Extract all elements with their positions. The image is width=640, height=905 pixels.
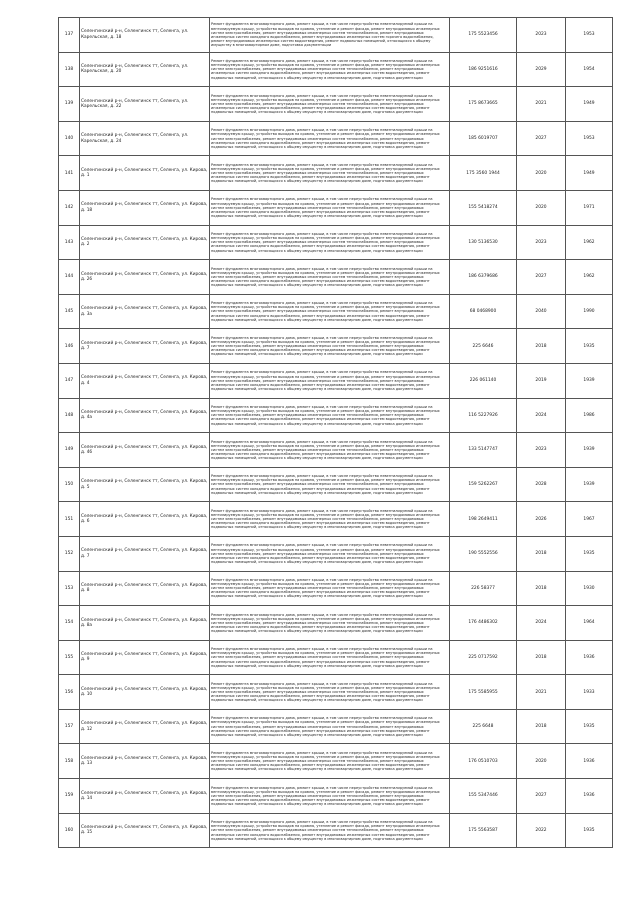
work-types-cell: Ремонт фундамента многоквартирного дома, ремонт крыши, в том числе переустройство невентилируемой крыши на вентилируемую крышу, устройство выходов на кровлю, утепление и ремонт фасада, ремонт внутридомовых инженерных систем электроснабжения, ремонт внутридомовых инженерных систем теплоснабжения, ремонт внутридомовых инженерных систем холодного водоснабжения, ремонт внутридомовых инженерных систем водоотведения, ремонт подвальных помещений, относящихся к общему имуществу в многоквартирном доме, подготовка документации bbox=[210, 571, 450, 606]
build-year-cell: 1949 bbox=[566, 156, 613, 191]
cost-cell: 175 5585955 bbox=[450, 675, 517, 710]
build-year-cell: 1930 bbox=[566, 571, 613, 606]
build-year-cell: 1962 bbox=[566, 225, 613, 260]
table-row bbox=[59, 87, 613, 122]
table-row bbox=[59, 779, 613, 814]
build-year-cell: 1939 bbox=[566, 467, 613, 502]
work-types-cell: Ремонт фундамента многоквартирного дома, ремонт крыши, в том числе переустройство невентилируемой крыши на вентилируемую крышу, устройство выходов на кровлю, утепление и ремонт фасада, ремонт внутридомовых инженерных систем электроснабжения, ремонт внутридомовых инженерных систем теплоснабжения, ремонт внутридомовых инженерных систем холодного водоснабжения, ремонт внутридомовых инженерных систем водоотведения, ремонт подвальных помещений, относящихся к общему имуществу в многоквартирном доме, подготовка документации bbox=[210, 640, 450, 675]
row-number-cell: 150 bbox=[59, 467, 80, 502]
cost-cell: 159 5262267 bbox=[450, 467, 517, 502]
work-types-cell: Ремонт фундамента многоквартирного дома, ремонт крыши, в том числе переустройство невентилируемой крыши на вентилируемую крышу, устройство выходов на кровлю, утепление и ремонт фасада, ремонт внутридомовых инженерных систем электроснабжения, ремонт внутридомовых инженерных систем теплоснабжения, ремонт внутридомовых инженерных систем холодного водоснабжения, ремонт внутридомовых инженерных систем водоотведения, ремонт подвальных помещений, относящихся к общему имуществу в многоквартирном доме, подготовка документации bbox=[210, 225, 450, 260]
cost-cell: 225 6646 bbox=[450, 329, 517, 364]
build-year-cell: 1933 bbox=[566, 675, 613, 710]
table-row bbox=[59, 121, 613, 156]
row-number-cell: 149 bbox=[59, 433, 80, 468]
table-row bbox=[59, 225, 613, 260]
build-year-cell: 1949 bbox=[566, 87, 613, 122]
planned-year-cell: 2040 bbox=[517, 294, 566, 329]
work-types-cell: Ремонт фундамента многоквартирного дома, ремонт крыши, в том числе переустройство невентилируемой крыши на вентилируемую крышу, устройство выходов на кровлю, утепление и ремонт фасада, ремонт внутридомовых инженерных систем электроснабжения, ремонт внутридомовых инженерных систем теплоснабжения, ремонт внутридомовых инженерных систем холодного водоснабжения, ремонт внутридомовых инженерных систем водоотведения, ремонт подвальных помещений, относящихся к общему имуществу в многоквартирном доме, подготовка документации bbox=[210, 87, 450, 122]
row-number-cell: 140 bbox=[59, 121, 80, 156]
planned-year-cell: 2027 bbox=[517, 260, 566, 295]
address-cell: Селенгинский р-н, Селенгинск тт, Селенга, ул. Кирова, д. 14 bbox=[80, 779, 210, 814]
table-body bbox=[59, 18, 613, 848]
work-types-cell: Ремонт фундамента многоквартирного дома, ремонт крыши, в том числе переустройство невентилируемой крыши на вентилируемую крышу, устройство выходов на кровлю, утепление и ремонт фасада, ремонт внутридомовых инженерных систем электроснабжения, ремонт внутридомовых инженерных систем теплоснабжения, ремонт внутридомовых инженерных систем холодного водоснабжения, ремонт внутридомовых инженерных систем водоотведения, ремонт подвальных помещений, относящихся к общему имуществу в многоквартирном доме, подготовка документации bbox=[210, 709, 450, 744]
build-year-cell: 1936 bbox=[566, 640, 613, 675]
planned-year-cell: 2027 bbox=[517, 779, 566, 814]
table-row bbox=[59, 18, 613, 53]
table-row bbox=[59, 190, 613, 225]
build-year-cell: 1936 bbox=[566, 744, 613, 779]
row-number-cell: 146 bbox=[59, 329, 80, 364]
table-row bbox=[59, 433, 613, 468]
table-row bbox=[59, 52, 613, 87]
row-number-cell: 156 bbox=[59, 675, 80, 710]
work-types-cell: Ремонт фундамента многоквартирного дома, ремонт крыши, в том числе переустройство невентилируемой крыши на вентилируемую крышу, устройство выходов на кровлю, утепление и ремонт фасада, ремонт внутридомовых инженерных систем электроснабжения, ремонт внутридомовых инженерных систем теплоснабжения, ремонт внутридомовых инженерных систем холодного водоснабжения, ремонт внутридомовых инженерных систем водоотведения, ремонт подвальных помещений, относящихся к общему имуществу в многоквартирном доме, подготовка документации bbox=[210, 779, 450, 814]
work-types-cell: Ремонт фундамента многоквартирного дома, ремонт крыши, в том числе переустройство невентилируемой крыши на вентилируемую крышу, устройство выходов на кровлю, утепление и ремонт фасада, ремонт внутридомовых инженерных систем электроснабжения, ремонт внутридомовых инженерных систем теплоснабжения, ремонт внутридомовых инженерных систем холодного водоснабжения, ремонт внутридомовых инженерных систем водоотведения, ремонт подвальных помещений, относящихся к общему имуществу в многоквартирном доме, подготовка документации bbox=[210, 606, 450, 641]
work-types-cell: Ремонт фундамента многоквартирного дома, ремонт крыши, в том числе переустройство невентилируемой крыши на вентилируемую крышу, устройство выходов на кровлю, утепление и ремонт фасада, ремонт внутридомовых инженерных систем электроснабжения, ремонт внутридомовых инженерных систем теплоснабжения, ремонт внутридомовых инженерных систем холодного водоснабжения, ремонт внутридомовых инженерных систем водоотведения, ремонт подвальных помещений, относящихся к общему имуществу в многоквартирном доме, подготовка документации bbox=[210, 813, 450, 848]
planned-year-cell: 2020 bbox=[517, 744, 566, 779]
address-cell: Селенгинский р-н, Селенгинск тт, Селенга, ул. Кирова, д. 8а bbox=[80, 606, 210, 641]
table-row bbox=[59, 329, 613, 364]
build-year-cell: 1964 bbox=[566, 606, 613, 641]
planned-year-cell: 2019 bbox=[517, 363, 566, 398]
document-page bbox=[58, 17, 594, 848]
row-number-cell: 148 bbox=[59, 398, 80, 433]
table-row bbox=[59, 156, 613, 191]
build-year-cell: 1962 bbox=[566, 260, 613, 295]
build-year-cell: 1990 bbox=[566, 294, 613, 329]
table-row bbox=[59, 571, 613, 606]
row-number-cell: 143 bbox=[59, 225, 80, 260]
planned-year-cell: 2028 bbox=[517, 467, 566, 502]
table-row bbox=[59, 398, 613, 433]
cost-cell: 226 58377 bbox=[450, 571, 517, 606]
table-row bbox=[59, 709, 613, 744]
planned-year-cell: 2023 bbox=[517, 18, 566, 53]
work-types-cell: Ремонт фундамента многоквартирного дома, ремонт крыши, в том числе переустройство невентилируемой крыши на вентилируемую крышу, устройство выходов на кровлю, утепление и ремонт фасада, ремонт внутридомовых инженерных систем электроснабжения, ремонт внутридомовых инженерных систем теплоснабжения, ремонт внутридомовых инженерных систем холодного водоснабжения, ремонт внутридомовых инженерных систем водоотведения, ремонт подвальных помещений, относящихся к общему имуществу в многоквартирном доме, подготовка документации bbox=[210, 675, 450, 710]
work-types-cell: Ремонт фундамента многоквартирного дома, ремонт крыши, в том числе переустройство невентилируемой крыши на вентилируемую крышу, устройство выходов на кровлю, утепление и ремонт фасада, ремонт внутридомовых инженерных систем электроснабжения, ремонт внутридомовых инженерных систем теплоснабжения, ремонт внутридомовых инженерных систем холодного водоснабжения, ремонт внутридомовых инженерных систем водоотведения, ремонт подвальных помещений, относящихся к общему имуществу в многоквартирном доме, подготовка документации bbox=[210, 260, 450, 295]
work-types-cell: Ремонт фундамента многоквартирного дома, ремонт крыши, в том числе переустройство невентилируемой крыши на вентилируемую крышу, устройство выходов на кровлю, утепление и ремонт фасада, ремонт внутридомовых инженерных систем электроснабжения, ремонт внутридомовых инженерных систем теплоснабжения, ремонт внутридомовых инженерных систем холодного водоснабжения, ремонт внутридомовых инженерных систем водоотведения, ремонт подвальных помещений, относящихся к общему имуществу в многоквартирном доме, подготовка документации bbox=[210, 121, 450, 156]
work-types-cell: Ремонт фундамента многоквартирного дома, ремонт крыши, в том числе переустройство невентилируемой крыши на вентилируемую крышу, устройство выходов на кровлю, утепление и ремонт фасада, ремонт внутридомовых инженерных систем электроснабжения, ремонт внутридомовых инженерных систем теплоснабжения, ремонт внутридомовых инженерных систем холодного водоснабжения, ремонт внутридомовых инженерных систем горячего водоснабжения, ремонт внутридомовых инженерных систем водоотведения, ремонт подвальных помещений, относящихся к общему имуществу в многоквартирном доме, подготовка документации bbox=[210, 18, 450, 53]
build-year-cell: 1939 bbox=[566, 363, 613, 398]
address-cell: Селенгинский р-н, Селенгинск тт, Селенга, ул. Кирова, д. 4а bbox=[80, 398, 210, 433]
cost-cell: 198 2649411 bbox=[450, 502, 517, 537]
build-year-cell: 1939 bbox=[566, 433, 613, 468]
planned-year-cell: 2026 bbox=[517, 502, 566, 537]
build-year-cell: 1967 bbox=[566, 502, 613, 537]
address-cell: Селенгинский р-н, Селенгинск тт, Селенга, ул. Кирова, д. 46 bbox=[80, 433, 210, 468]
address-cell: Селенгинский р-н, Селенгинск тт, Селенга, ул. Карельская, д. 24 bbox=[80, 121, 210, 156]
build-year-cell: 1971 bbox=[566, 190, 613, 225]
work-types-cell: Ремонт фундамента многоквартирного дома, ремонт крыши, в том числе переустройство невентилируемой крыши на вентилируемую крышу, устройство выходов на кровлю, утепление и ремонт фасада, ремонт внутридомовых инженерных систем электроснабжения, ремонт внутридомовых инженерных систем теплоснабжения, ремонт внутридомовых инженерных систем холодного водоснабжения, ремонт внутридомовых инженерных систем водоотведения, ремонт подвальных помещений, относящихся к общему имуществу в многоквартирном доме, подготовка документации bbox=[210, 52, 450, 87]
cost-cell: 175 8673665 bbox=[450, 87, 517, 122]
row-number-cell: 144 bbox=[59, 260, 80, 295]
build-year-cell: 1954 bbox=[566, 52, 613, 87]
planned-year-cell: 2023 bbox=[517, 225, 566, 260]
planned-year-cell: 2024 bbox=[517, 606, 566, 641]
planned-year-cell: 2018 bbox=[517, 640, 566, 675]
repair-program-table bbox=[58, 17, 613, 848]
planned-year-cell: 2023 bbox=[517, 433, 566, 468]
build-year-cell: 1935 bbox=[566, 536, 613, 571]
address-cell: Селенгинский р-н, Селенгинск тт, Селенга, ул. Кирова, д. 13 bbox=[80, 744, 210, 779]
table-row bbox=[59, 467, 613, 502]
address-cell: Селенгинский р-н, Селенгинск тт, Селенга, ул. Карельская, д. 20 bbox=[80, 52, 210, 87]
planned-year-cell: 2029 bbox=[517, 52, 566, 87]
cost-cell: 68 0468900 bbox=[450, 294, 517, 329]
row-number-cell: 157 bbox=[59, 709, 80, 744]
address-cell: Селенгинский р-н, Селенгинск тт, Селенга, ул. Кирова, д. 26 bbox=[80, 260, 210, 295]
work-types-cell: Ремонт фундамента многоквартирного дома, ремонт крыши, в том числе переустройство невентилируемой крыши на вентилируемую крышу, устройство выходов на кровлю, утепление и ремонт фасада, ремонт внутридомовых инженерных систем электроснабжения, ремонт внутридомовых инженерных систем теплоснабжения, ремонт внутридомовых инженерных систем холодного водоснабжения, ремонт внутридомовых инженерных систем водоотведения, ремонт подвальных помещений, относящихся к общему имуществу в многоквартирном доме, подготовка документации bbox=[210, 467, 450, 502]
cost-cell: 185 6019707 bbox=[450, 121, 517, 156]
address-cell: Селенгинский р-н, Селенгинск тт, Селенга, ул. Кирова, д. 2 bbox=[80, 225, 210, 260]
work-types-cell: Ремонт фундамента многоквартирного дома, ремонт крыши, в том числе переустройство невентилируемой крыши на вентилируемую крышу, устройство выходов на кровлю, утепление и ремонт фасада, ремонт внутридомовых инженерных систем электроснабжения, ремонт внутридомовых инженерных систем теплоснабжения, ремонт внутридомовых инженерных систем холодного водоснабжения, ремонт внутридомовых инженерных систем водоотведения, ремонт подвальных помещений, относящихся к общему имуществу в многоквартирном доме, подготовка документации bbox=[210, 190, 450, 225]
address-cell: Селенгинский р-н, Селенгинск тт, Селенга, ул. Кирова, д. 15 bbox=[80, 813, 210, 848]
address-cell: Селенгинский р-н, Селенгинск тт, Селенга, ул. Кирова, д. 10 bbox=[80, 675, 210, 710]
build-year-cell: 1953 bbox=[566, 18, 613, 53]
table-row bbox=[59, 675, 613, 710]
address-cell: Селенгинский р-н, Селенгинск тт, Селенга, ул. Кирова, д. 6 bbox=[80, 502, 210, 537]
work-types-cell: Ремонт фундамента многоквартирного дома, ремонт крыши, в том числе переустройство невентилируемой крыши на вентилируемую крышу, устройство выходов на кровлю, утепление и ремонт фасада, ремонт внутридомовых инженерных систем электроснабжения, ремонт внутридомовых инженерных систем теплоснабжения, ремонт внутридомовых инженерных систем холодного водоснабжения, ремонт внутридомовых инженерных систем водоотведения, ремонт подвальных помещений, относящихся к общему имуществу в многоквартирном доме, подготовка документации bbox=[210, 363, 450, 398]
cost-cell: 225 6648 bbox=[450, 709, 517, 744]
build-year-cell: 1953 bbox=[566, 121, 613, 156]
planned-year-cell: 2018 bbox=[517, 536, 566, 571]
planned-year-cell: 2021 bbox=[517, 675, 566, 710]
work-types-cell: Ремонт фундамента многоквартирного дома, ремонт крыши, в том числе переустройство невентилируемой крыши на вентилируемую крышу, устройство выходов на кровлю, утепление и ремонт фасада, ремонт внутридомовых инженерных систем электроснабжения, ремонт внутридомовых инженерных систем теплоснабжения, ремонт внутридомовых инженерных систем холодного водоснабжения, ремонт внутридомовых инженерных систем водоотведения, ремонт подвальных помещений, относящихся к общему имуществу в многоквартирном доме, подготовка документации bbox=[210, 156, 450, 191]
table-row bbox=[59, 640, 613, 675]
row-number-cell: 154 bbox=[59, 606, 80, 641]
build-year-cell: 1986 bbox=[566, 398, 613, 433]
work-types-cell: Ремонт фундамента многоквартирного дома, ремонт крыши, в том числе переустройство невентилируемой крыши на вентилируемую крышу, устройство выходов на кровлю, утепление и ремонт фасада, ремонт внутридомовых инженерных систем электроснабжения, ремонт внутридомовых инженерных систем теплоснабжения, ремонт внутридомовых инженерных систем холодного водоснабжения, ремонт внутридомовых инженерных систем водоотведения, ремонт подвальных помещений, относящихся к общему имуществу в многоквартирном доме, подготовка документации bbox=[210, 329, 450, 364]
cost-cell: 116 5227926 bbox=[450, 398, 517, 433]
planned-year-cell: 2021 bbox=[517, 87, 566, 122]
cost-cell: 175 5523456 bbox=[450, 18, 517, 53]
planned-year-cell: 2018 bbox=[517, 709, 566, 744]
cost-cell: 186 6379686 bbox=[450, 260, 517, 295]
work-types-cell: Ремонт фундамента многоквартирного дома, ремонт крыши, в том числе переустройство невентилируемой крыши на вентилируемую крышу, устройство выходов на кровлю, утепление и ремонт фасада, ремонт внутридомовых инженерных систем электроснабжения, ремонт внутридомовых инженерных систем теплоснабжения, ремонт внутридомовых инженерных систем холодного водоснабжения, ремонт внутридомовых инженерных систем водоотведения, ремонт подвальных помещений, относящихся к общему имуществу в многоквартирном доме, подготовка документации bbox=[210, 294, 450, 329]
table-row bbox=[59, 536, 613, 571]
row-number-cell: 141 bbox=[59, 156, 80, 191]
table-row bbox=[59, 744, 613, 779]
cost-cell: 190 5552556 bbox=[450, 536, 517, 571]
address-cell: Селенгинский р-н, Селенгинск тт, Селенга, ул. Кирова, д. 1 bbox=[80, 156, 210, 191]
planned-year-cell: 2024 bbox=[517, 398, 566, 433]
address-cell: Селенгинский р-н, Селенгинск тт, Селенга, ул. Кирова, д. 7 bbox=[80, 536, 210, 571]
cost-cell: 175 5563587 bbox=[450, 813, 517, 848]
work-types-cell: Ремонт фундамента многоквартирного дома, ремонт крыши, в том числе переустройство невентилируемой крыши на вентилируемую крышу, устройство выходов на кровлю, утепление и ремонт фасада, ремонт внутридомовых инженерных систем электроснабжения, ремонт внутридомовых инженерных систем теплоснабжения, ремонт внутридомовых инженерных систем холодного водоснабжения, ремонт внутридомовых инженерных систем водоотведения, ремонт подвальных помещений, относящихся к общему имуществу в многоквартирном доме, подготовка документации bbox=[210, 398, 450, 433]
address-cell: Селенгинский р-н, Селенгинск тт, Селенга, ул. Кирова, д. 7 bbox=[80, 329, 210, 364]
table-row bbox=[59, 260, 613, 295]
cost-cell: 176 0510703 bbox=[450, 744, 517, 779]
planned-year-cell: 2018 bbox=[517, 571, 566, 606]
table-row bbox=[59, 502, 613, 537]
row-number-cell: 142 bbox=[59, 190, 80, 225]
row-number-cell: 159 bbox=[59, 779, 80, 814]
address-cell: Селенгинский р-н, Селенгинск тт, Селенга, ул. Карельская, д. 18 bbox=[80, 18, 210, 53]
row-number-cell: 160 bbox=[59, 813, 80, 848]
address-cell: Селенгинский р-н, Селенгинск тт, Селенга, ул. Карельская, д. 22 bbox=[80, 87, 210, 122]
table-row bbox=[59, 363, 613, 398]
table-row bbox=[59, 294, 613, 329]
cost-cell: 155 5347446 bbox=[450, 779, 517, 814]
row-number-cell: 137 bbox=[59, 18, 80, 53]
row-number-cell: 139 bbox=[59, 87, 80, 122]
row-number-cell: 147 bbox=[59, 363, 80, 398]
row-number-cell: 145 bbox=[59, 294, 80, 329]
planned-year-cell: 2020 bbox=[517, 190, 566, 225]
work-types-cell: Ремонт фундамента многоквартирного дома, ремонт крыши, в том числе переустройство невентилируемой крыши на вентилируемую крышу, устройство выходов на кровлю, утепление и ремонт фасада, ремонт внутридомовых инженерных систем электроснабжения, ремонт внутридомовых инженерных систем теплоснабжения, ремонт внутридомовых инженерных систем холодного водоснабжения, ремонт внутридомовых инженерных систем водоотведения, ремонт подвальных помещений, относящихся к общему имуществу в многоквартирном доме, подготовка документации bbox=[210, 433, 450, 468]
row-number-cell: 138 bbox=[59, 52, 80, 87]
address-cell: Селенгинский р-н, Селенгинск тт, Селенга, ул. Кирова, д. 9 bbox=[80, 640, 210, 675]
row-number-cell: 158 bbox=[59, 744, 80, 779]
planned-year-cell: 2027 bbox=[517, 121, 566, 156]
build-year-cell: 1935 bbox=[566, 709, 613, 744]
work-types-cell: Ремонт фундамента многоквартирного дома, ремонт крыши, в том числе переустройство невентилируемой крыши на вентилируемую крышу, устройство выходов на кровлю, утепление и ремонт фасада, ремонт внутридомовых инженерных систем электроснабжения, ремонт внутридомовых инженерных систем теплоснабжения, ремонт внутридомовых инженерных систем холодного водоснабжения, ремонт внутридомовых инженерных систем водоотведения, ремонт подвальных помещений, относящихся к общему имуществу в многоквартирном доме, подготовка документации bbox=[210, 744, 450, 779]
cost-cell: 133 5147747 bbox=[450, 433, 517, 468]
address-cell: Селенгинский р-н, Селенгинск тт, Селенга, ул. Кирова, д. 18 bbox=[80, 190, 210, 225]
work-types-cell: Ремонт фундамента многоквартирного дома, ремонт крыши, в том числе переустройство невентилируемой крыши на вентилируемую крышу, устройство выходов на кровлю, утепление и ремонт фасада, ремонт внутридомовых инженерных систем электроснабжения, ремонт внутридомовых инженерных систем теплоснабжения, ремонт внутридомовых инженерных систем холодного водоснабжения, ремонт внутридомовых инженерных систем водоотведения, ремонт подвальных помещений, относящихся к общему имуществу в многоквартирном доме, подготовка документации bbox=[210, 536, 450, 571]
row-number-cell: 155 bbox=[59, 640, 80, 675]
row-number-cell: 152 bbox=[59, 536, 80, 571]
address-cell: Селенгинский р-н, Селенгинск тт, Селенга, ул. Кирова, д. 3а bbox=[80, 294, 210, 329]
cost-cell: 225 0717592 bbox=[450, 640, 517, 675]
planned-year-cell: 2018 bbox=[517, 329, 566, 364]
cost-cell: 186 9251616 bbox=[450, 52, 517, 87]
build-year-cell: 1935 bbox=[566, 813, 613, 848]
row-number-cell: 153 bbox=[59, 571, 80, 606]
cost-cell: 176 4486302 bbox=[450, 606, 517, 641]
cost-cell: 175 3560 1944 bbox=[450, 156, 517, 191]
address-cell: Селенгинский р-н, Селенгинск тт, Селенга, ул. Кирова, д. 12 bbox=[80, 709, 210, 744]
cost-cell: 155 5418274 bbox=[450, 190, 517, 225]
build-year-cell: 1936 bbox=[566, 779, 613, 814]
work-types-cell: Ремонт фундамента многоквартирного дома, ремонт крыши, в том числе переустройство невентилируемой крыши на вентилируемую крышу, устройство выходов на кровлю, утепление и ремонт фасада, ремонт внутридомовых инженерных систем электроснабжения, ремонт внутридомовых инженерных систем теплоснабжения, ремонт внутридомовых инженерных систем холодного водоснабжения, ремонт внутридомовых инженерных систем водоотведения, ремонт подвальных помещений, относящихся к общему имуществу в многоквартирном доме, подготовка документации bbox=[210, 502, 450, 537]
address-cell: Селенгинский р-н, Селенгинск тт, Селенга, ул. Кирова, д. 4 bbox=[80, 363, 210, 398]
table-row bbox=[59, 606, 613, 641]
table-row bbox=[59, 813, 613, 848]
row-number-cell: 151 bbox=[59, 502, 80, 537]
planned-year-cell: 2022 bbox=[517, 813, 566, 848]
cost-cell: 226 061140 bbox=[450, 363, 517, 398]
address-cell: Селенгинский р-н, Селенгинск тт, Селенга, ул. Кирова, д. 8 bbox=[80, 571, 210, 606]
address-cell: Селенгинский р-н, Селенгинск тт, Селенга, ул. Кирова, д. 5 bbox=[80, 467, 210, 502]
planned-year-cell: 2020 bbox=[517, 156, 566, 191]
build-year-cell: 1935 bbox=[566, 329, 613, 364]
cost-cell: 130 5136530 bbox=[450, 225, 517, 260]
